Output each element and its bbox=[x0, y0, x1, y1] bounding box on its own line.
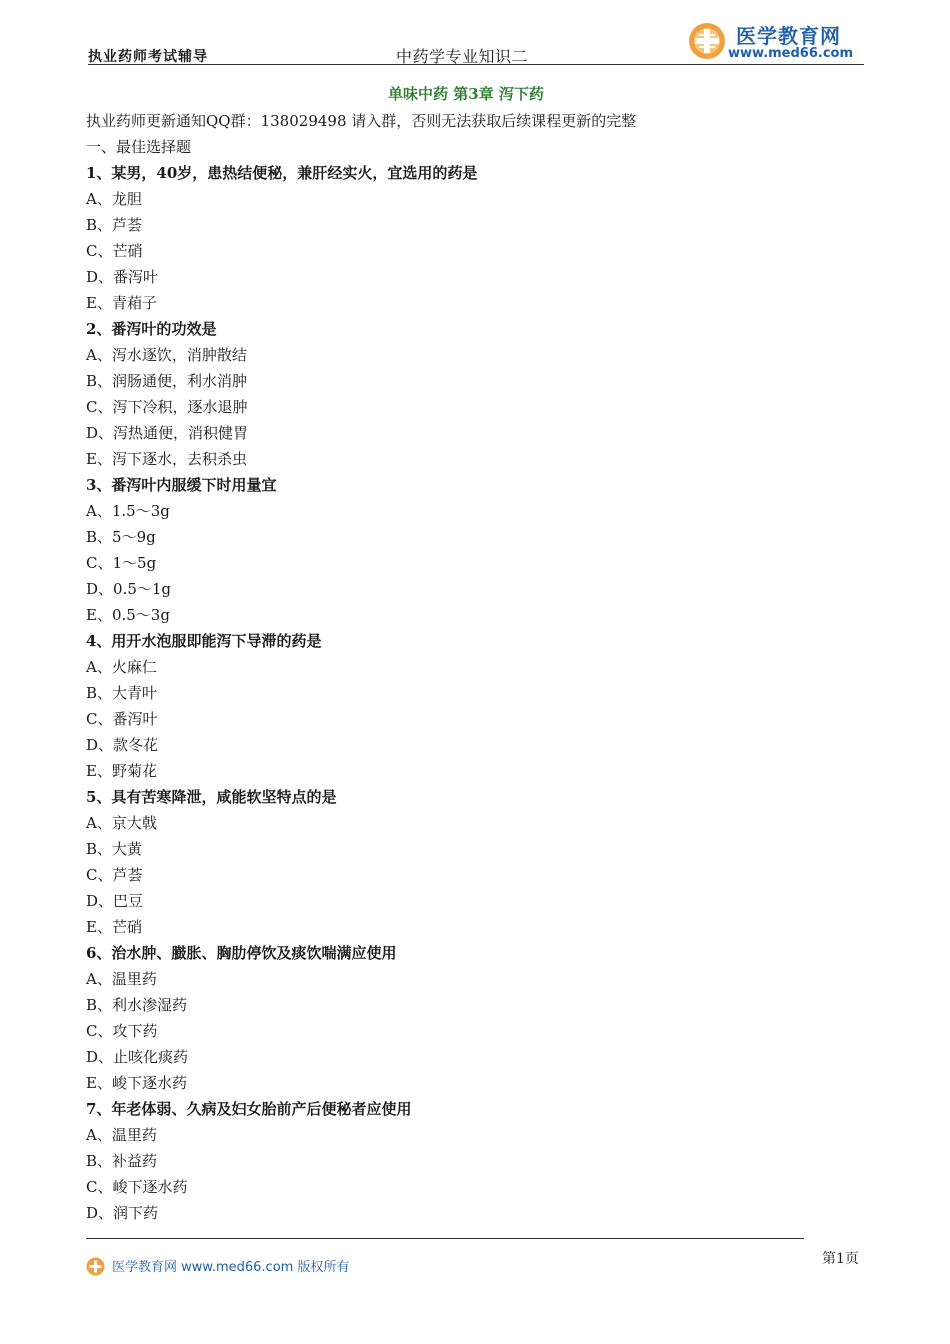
logo-title: 医学教育网 bbox=[736, 24, 841, 48]
answer-option: D、番泻叶 bbox=[86, 268, 159, 286]
question-stem: 5、具有苦寒降泄，咸能软坚特点的是 bbox=[86, 788, 337, 806]
answer-option: A、温里药 bbox=[86, 970, 157, 988]
answer-option: A、泻水逐饮，消肿散结 bbox=[86, 346, 247, 364]
answer-option: E、青葙子 bbox=[86, 294, 157, 312]
header-divider bbox=[88, 64, 864, 65]
answer-option: B、利水渗湿药 bbox=[86, 996, 188, 1014]
question-stem: 2、番泻叶的功效是 bbox=[86, 320, 217, 338]
page-header bbox=[88, 20, 864, 66]
logo-url: www.med66.com bbox=[728, 46, 854, 61]
answer-option: A、京大戟 bbox=[86, 814, 157, 832]
answer-option: B、润肠通便，利水消肿 bbox=[86, 372, 248, 390]
answer-option: D、0.5～1g bbox=[86, 580, 172, 598]
question-list bbox=[86, 160, 846, 1226]
answer-option: A、火麻仁 bbox=[86, 658, 157, 676]
answer-option: D、止咳化痰药 bbox=[86, 1048, 189, 1066]
question-stem: 7、年老体弱、久病及妇女胎前产后便秘者应使用 bbox=[86, 1100, 412, 1118]
footer-divider bbox=[86, 1238, 804, 1239]
answer-option: E、峻下逐水药 bbox=[86, 1074, 187, 1092]
section-heading: 一、最佳选择题 bbox=[86, 138, 192, 156]
answer-option: D、款冬花 bbox=[86, 736, 159, 754]
answer-option: A、温里药 bbox=[86, 1126, 157, 1144]
question-stem: 6、治水肿、臌胀、胸肋停饮及痰饮喘满应使用 bbox=[86, 944, 397, 962]
answer-option: C、1～5g bbox=[86, 554, 157, 572]
answer-option: C、芦荟 bbox=[86, 866, 143, 884]
chapter-title: 单味中药 第3章 泻下药 bbox=[388, 85, 544, 103]
answer-option: B、补益药 bbox=[86, 1152, 158, 1170]
answer-option: B、大青叶 bbox=[86, 684, 158, 702]
answer-option: E、0.5～3g bbox=[86, 606, 170, 624]
answer-option: C、攻下药 bbox=[86, 1022, 158, 1040]
answer-option: A、龙胆 bbox=[86, 190, 142, 208]
answer-option: B、5～9g bbox=[86, 528, 156, 546]
qq-group-notice: 执业药师更新通知QQ群：138029498 请入群，否则无法获取后续课程更新的完整 bbox=[86, 112, 637, 130]
answer-option: E、野菊花 bbox=[86, 762, 157, 780]
answer-option: D、巴豆 bbox=[86, 892, 144, 910]
header-center-text: 中药学专业知识二 bbox=[396, 47, 529, 66]
brand-logo[interactable] bbox=[688, 20, 864, 64]
document-body bbox=[86, 80, 846, 1226]
question-stem: 4、用开水泡服即能泻下导滞的药是 bbox=[86, 632, 322, 650]
answer-option: C、峻下逐水药 bbox=[86, 1178, 188, 1196]
footer-brand[interactable] bbox=[86, 1256, 386, 1278]
footer-copyright: 医学教育网 www.med66.com 版权所有 bbox=[112, 1260, 350, 1275]
answer-option: B、大黄 bbox=[86, 840, 143, 858]
answer-option: D、润下药 bbox=[86, 1204, 159, 1222]
answer-option: C、泻下冷积，逐水退肿 bbox=[86, 398, 248, 416]
answer-option: C、芒硝 bbox=[86, 242, 143, 260]
page-number: 第1页 bbox=[822, 1251, 859, 1267]
answer-option: B、芦荟 bbox=[86, 216, 143, 234]
answer-option: A、1.5～3g bbox=[86, 502, 170, 520]
medical-cross-logo-icon bbox=[688, 22, 726, 60]
question-stem: 1、某男，40岁，患热结便秘，兼肝经实火，宜选用的药是 bbox=[86, 164, 478, 182]
answer-option: C、番泻叶 bbox=[86, 710, 158, 728]
answer-option: D、泻热通便，消积健胃 bbox=[86, 424, 249, 442]
question-stem: 3、番泻叶内服缓下时用量宜 bbox=[86, 476, 277, 494]
answer-option: E、芒硝 bbox=[86, 918, 142, 936]
answer-option: E、泻下逐水，去积杀虫 bbox=[86, 450, 247, 468]
header-left-text: 执业药师考试辅导 bbox=[88, 49, 208, 65]
medical-cross-footer-icon bbox=[86, 1257, 105, 1276]
